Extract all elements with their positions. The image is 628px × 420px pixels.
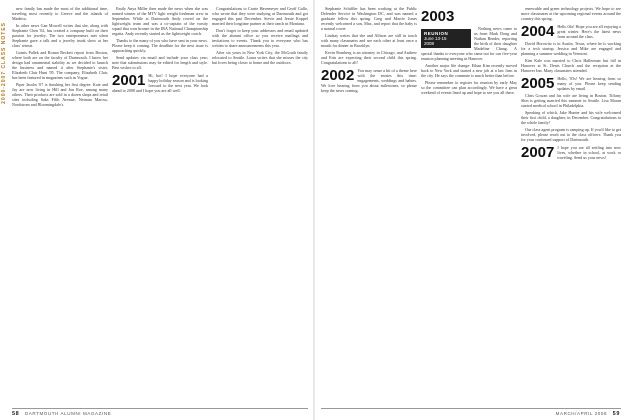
year-2001-heading: 2001 (112, 72, 146, 89)
paragraph: renewable and green technology projects. We hope to see more classmates at the upcoming regional events around the country this spring. (521, 6, 621, 21)
paragraph: Please remember to register for reunion by early May so the committee can plan accordingly. We have a great weekend of events lined up and hope to see you all there. (421, 80, 517, 95)
left-column-3 (212, 6, 308, 404)
paragraph: Hello 04s! Hope you are all enjoying a great winter. Here's the latest news from around the class. (557, 24, 621, 39)
class-year-heading (521, 24, 621, 39)
paragraph: Piper Jacobs '07 is finishing her first degree. Kate and Jay are now living in Hill and Jon Roe, among many others. Their products are sold in a dozen shops and retail sites including Saks Fifth Avenue, Neiman Marcus, Nordstrom and Bloomingdale's. (12, 82, 108, 107)
right-column-2 (421, 6, 517, 404)
paragraph: Kim Kale was married to Chris Hallerman last fall in Hanover at St. Denis Church and the reception at the Hanover Inn. Many classmates attended. (521, 58, 621, 73)
reunion-badge (421, 29, 471, 48)
paragraph: Kevin Romberg is an attorney in Chicago, and Andrew and Erin are expecting their second child this spring. Congratulations to all! (321, 50, 417, 65)
class-year-heading (521, 145, 621, 160)
paragraph: Emily Anya Miller then made the news when she was named winner of the MTV light weight freshman crew in September. While at Dartmouth Andy rowed on the lightweight team and was a co-captain of the varsity squad that won bronze in the IRA National Championship regatta. Andy recently started as the lightweight coach. (112, 6, 208, 36)
class-year-heading (521, 76, 621, 91)
year-2002-heading: 2002 (321, 67, 355, 84)
paragraph: In other news Gan Mowell writes that she, along with Stephanie Chen '02, has created a company built on their passion for jewelry. The two entrepreneurs met when Stephanie gave a talk and a jewelry trunk show at her class' retreat. (12, 23, 108, 48)
paragraph: Don't forget to keep your addresses and email updated with the alumni office so you receive mailings and invitations to events. Thank you to everyone who has written to share announcements this year. (212, 28, 308, 48)
paragraph: new family has made the most of the additional time, traveling most recently to Greece and the islands of Madeira. (12, 6, 108, 21)
left-column-2 (112, 6, 208, 404)
class-year-heading (112, 73, 208, 93)
left-page (0, 0, 313, 420)
paragraph: You may sense a bit of a theme here with the entries this time: engagements, weddings and babies. We love hearing from you about milestones, so please keep the news coming. (321, 68, 417, 93)
paragraph: Our class agent program is ramping up. If you'd like to get involved, please reach out to the class officers. Thank you for your continued support of Dartmouth. (521, 127, 621, 142)
paragraph: David Horowitz is in Austin, Texas, where he is working for a tech startup. Jessica and Mike are engaged and planning a summer wedding in Vermont. (521, 41, 621, 56)
class-year-heading (421, 9, 517, 24)
paragraph: Send updates via email and include your class year; note that submissions may be edited for length and style. Best wishes to all. (112, 55, 208, 70)
paragraph: Congratulations to Carrie Havemeyer and Geoff Gallo, who wrote that they were studying at Dartmouth and got engaged this past December. Stevie and Jessie Koppel married their longtime partner at their ranch in Montana. (212, 6, 308, 26)
left-footer (12, 411, 111, 417)
reunion-title: REUNION (424, 31, 449, 36)
right-column-1 (321, 6, 417, 404)
paragraph: Thanks to the many of you who have sent in your news. Please keep it coming. The deadline for the next issue is approaching quickly. (112, 38, 208, 53)
right-footer (556, 411, 620, 417)
year-2004-heading: 2004 (521, 23, 555, 40)
year-2007-heading: 2007 (521, 144, 555, 161)
publication-name: DARTMOUTH ALUMNI MAGAZINE (24, 411, 112, 416)
left-column-1 (12, 6, 108, 404)
paragraph: Another major life change: Ethan Kim recently moved back to New York and started a new job at a law firm in the city. He says the commute is much better than before. (421, 63, 517, 78)
right-column-3 (521, 6, 621, 404)
footer-rule (12, 408, 308, 409)
paragraph: Speaking of which, Jake Hunter and his wife welcomed their first child, a daughter, in December. Congratulations to the whole family! (521, 110, 621, 125)
paragraph: Chris Gowan and his wife are living in Boston. Tiffany Shin is getting married this summer in Seattle. Lisa Moran started medical school in Philadelphia. (521, 93, 621, 108)
right-page (315, 0, 628, 420)
side-tab-label: 2000-2007 CLASS NOTES (1, 22, 7, 104)
paragraph: I hope you are all settling into new lives, whether in school, at work or traveling. Send us your news! (557, 145, 621, 160)
paragraph: Lindsay writes that she and Allison are still in touch with many classmates and see each other at least once a month for dinner in Brooklyn. (321, 33, 417, 48)
paragraph: Hello, '05s! We are hearing from so many of you. Please keep sending updates by email. (557, 76, 621, 91)
page-number: 58 (12, 411, 20, 417)
paragraph: After six years in New York City, the McGrath family relocated to Seattle. Laura writes that she misses the city but loves being closer to home and the outdoors. (212, 50, 308, 65)
reunion-year: 2008 (424, 41, 435, 46)
class-year-heading (321, 68, 417, 93)
year-2005-heading: 2005 (521, 75, 555, 92)
page-number: 59 (612, 411, 620, 417)
paragraph: Hi, hot! I hope everyone had a happy holiday season and is looking forward to the next year. We look ahead to 2008 and I hope you are all well. (112, 73, 208, 93)
paragraph: Stephanie Schiffler has been working at the Public Defender Service in Washington DC, and was named a graduate fellow this spring. Greg and Marcie Jones recently welcomed a son, Max, and report that the baby is a natural rower. (321, 6, 417, 31)
reunion-dates: June 13-15 (424, 36, 447, 41)
paragraph: Nothing news came to us from Mark Dong and Nathan Bender, reporting the birth of their daughter Madeline Chang. A special thanks to everyone who came out for our five-year reunion planning meeting in Hanover. (421, 26, 517, 61)
class-notes-side-tab (0, 8, 8, 118)
year-2003-heading: 2003 (421, 8, 455, 25)
footer-rule (321, 408, 621, 409)
issue-date: MARCH/APRIL 2008 (555, 411, 608, 416)
paragraph: Grants Pallek and Ronan Beckett report from Boston, where both are on the faculty of Dartmouth. I know her design had ornamental stability as we decided to launch the business and named it after Stephanie's sister, Elizabeth Clair Hunt '05. The company, Elizabeth Clair, has been featured in magazines such as Vogue. (12, 50, 108, 80)
